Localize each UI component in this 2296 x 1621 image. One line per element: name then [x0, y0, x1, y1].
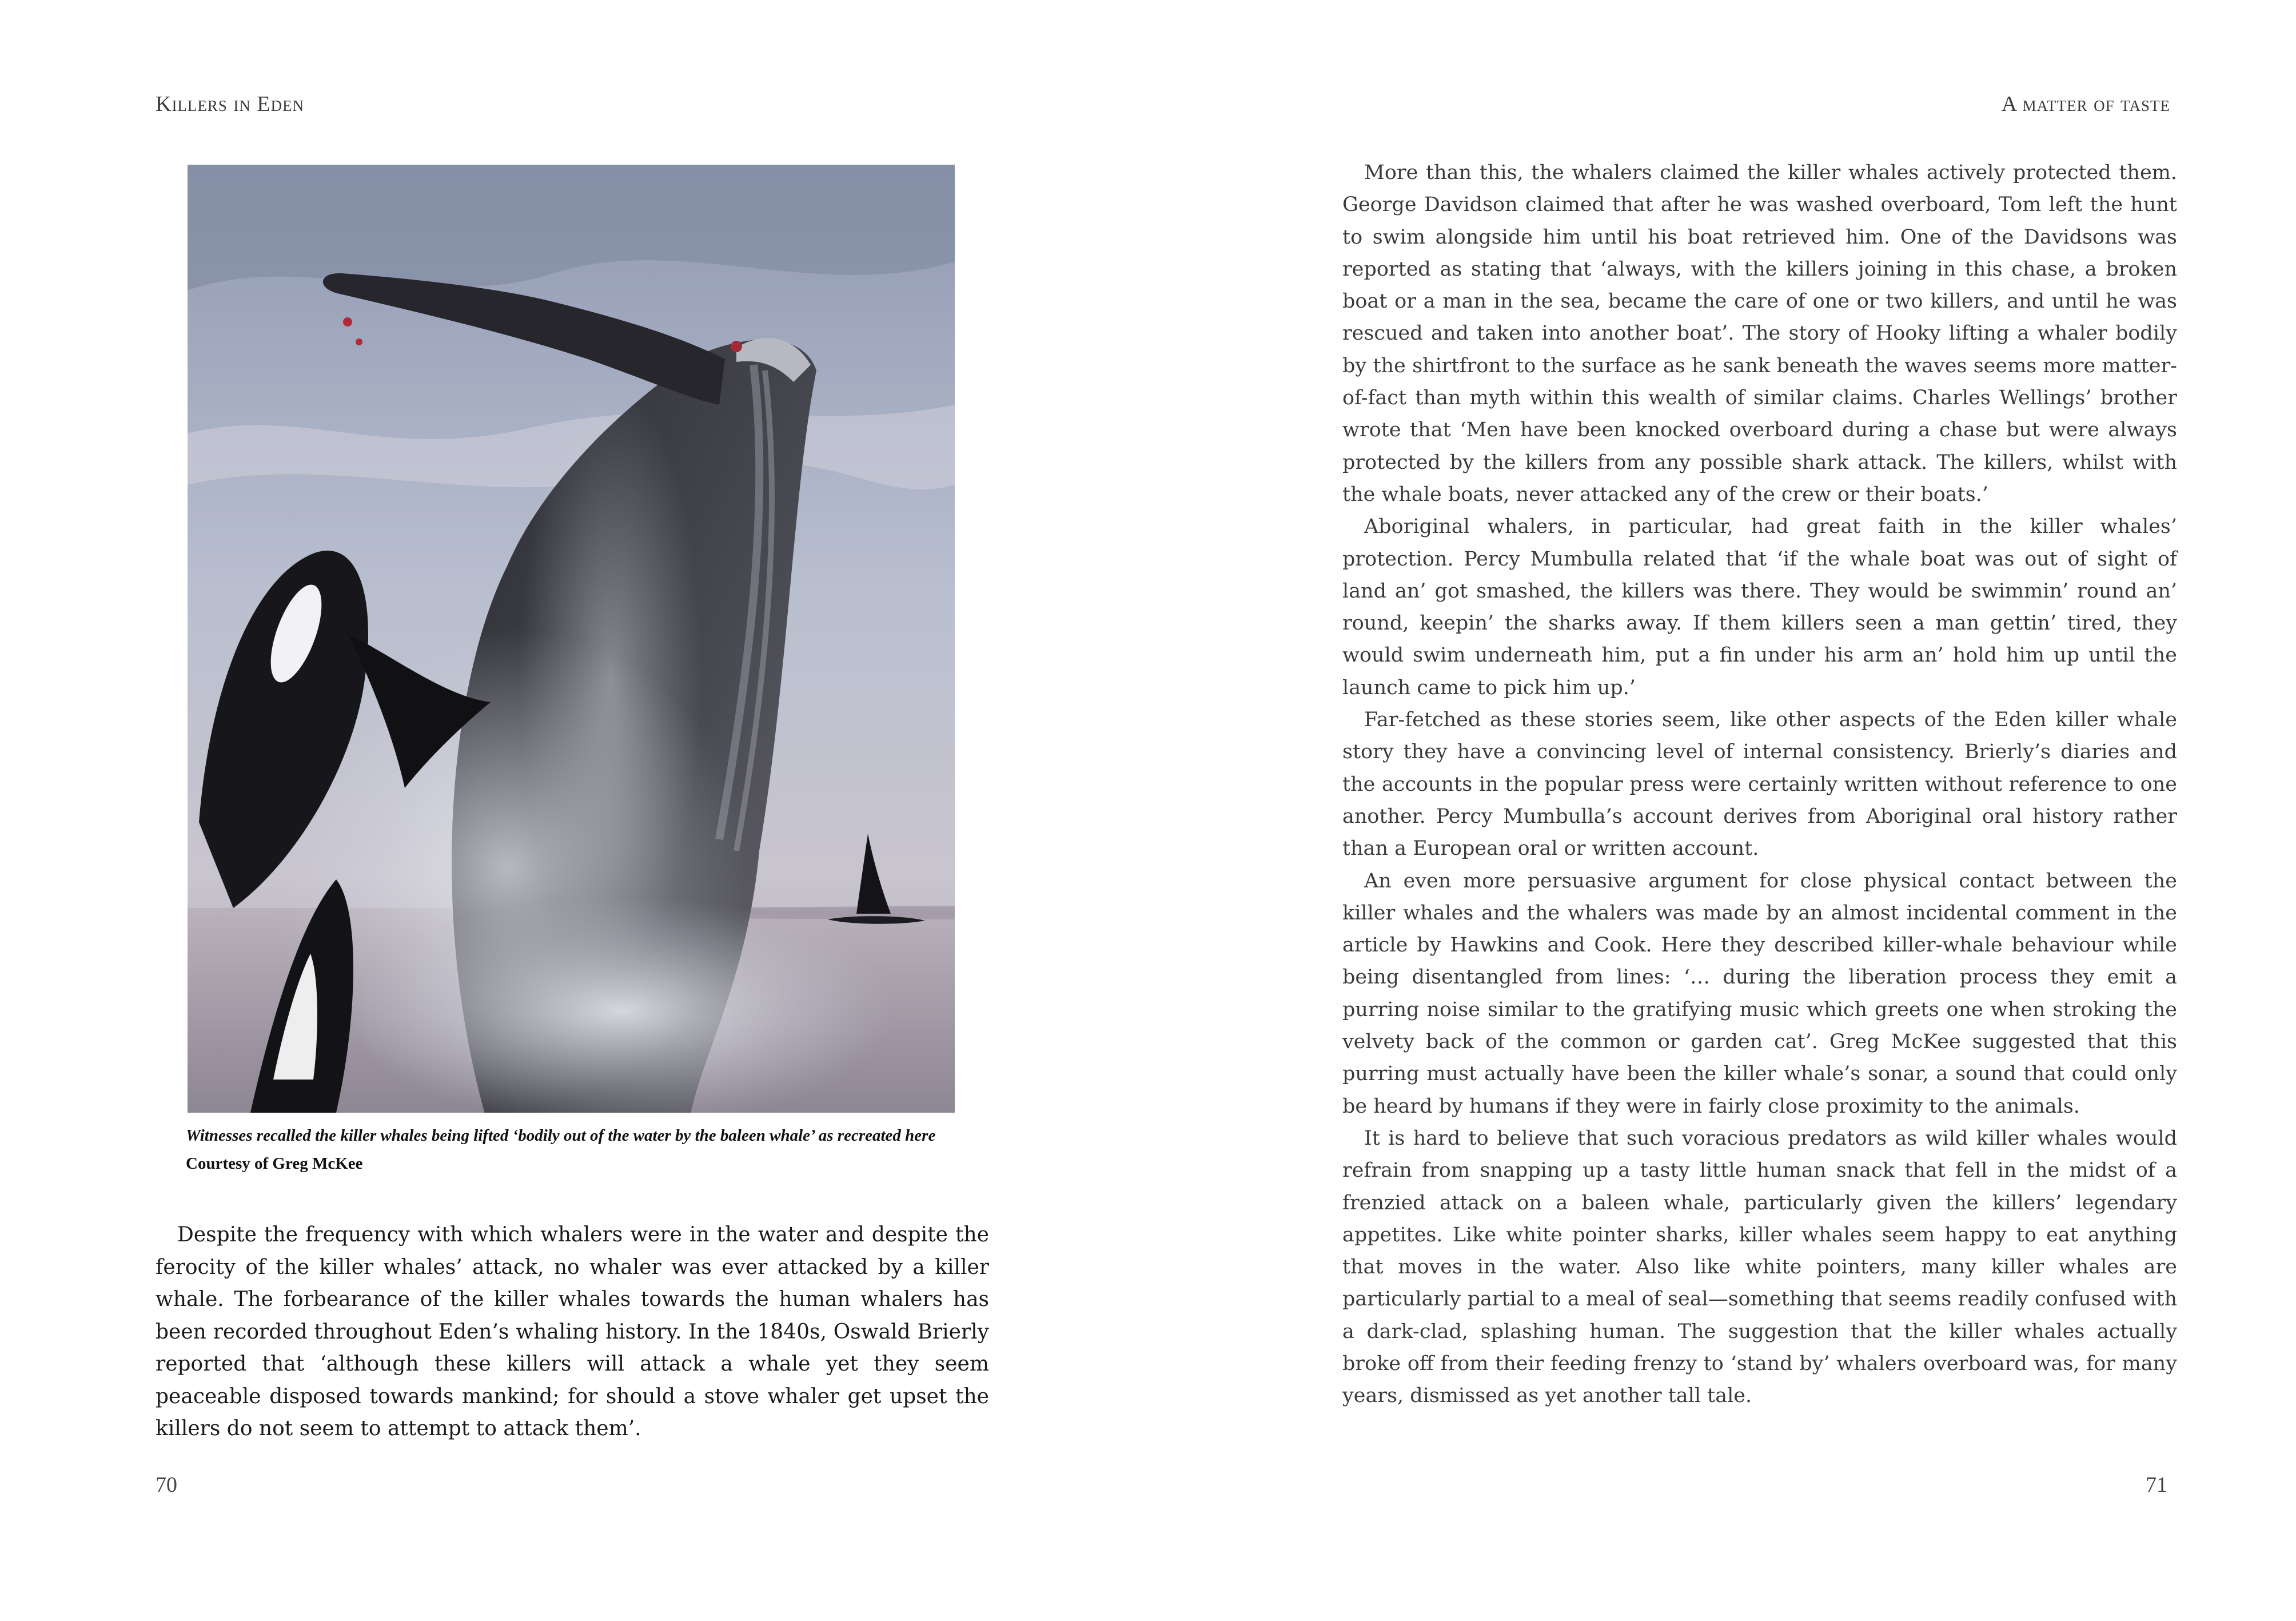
caption-credit: Courtesy of Greg McKee — [186, 1154, 363, 1173]
running-head-left: Killers in Eden — [156, 92, 305, 116]
paragraph: Aboriginal whalers, in particular, had great faith in the killer whales’ protection. Percy Mumbulla related that ‘if the whale boat was out of sight of land an’ got smashed, the killers was there. They would be swimmin’ round an’ round, keepin’ the sharks away. If them killers seen a man gettin’ tired, they would swim underneath him, put a fin under his arm an’ hold him up until the launch came to pick him up.’ — [1342, 515, 2177, 699]
running-head-right: A matter of taste — [2001, 92, 2170, 116]
paragraph: An even more persuasive argument for close physical contact between the killer whales and the whalers was made by an almost incidental comment in the article by Hawkins and Cook. Here they described killer-whale behaviour while being disentangled from lines: ‘… during the liberation process they emit a purring noise similar to the gratifying music which greets one when stroking the velvety back of the common or garden cat’. Greg McKee suggested that this purring must actually have been the killer whale’s sonar, a sound that could only be heard by humans if they were in fairly close proximity to the animals. — [1342, 869, 2177, 1118]
humpback-breach-photo-icon — [188, 165, 955, 1113]
page-number-right: 71 — [2146, 1473, 2167, 1497]
whale-photo — [188, 165, 955, 1113]
caption-text: Witnesses recalled the killer whales being lifted ‘bodily out of the water by the baleen whale’ as recreated here — [186, 1126, 936, 1145]
paragraph: It is hard to believe that such voracious predators as wild killer whales would refrain from snapping up a tasty little human snack that fell in the midst of a frenzied attack on a baleen whale, particularly given the killers’ legendary appetites. Like white pointer sharks, killer whales seem happy to eat anything that moves in the water. Also like white pointers, many killer whales are particularly partial to a meal of seal—something that seems readily confused with a dark-clad, splashing human. The suggestion that the killer whales actually broke off from their feeding frenzy to ‘stand by’ whalers overboard was, for many years, dismissed as yet another tall tale. — [1342, 1126, 2177, 1408]
left-body-text — [156, 1219, 989, 1445]
right-page — [1148, 0, 2296, 1621]
paragraph: Despite the frequency with which whalers were in the water and despite the ferocity of the killer whales’ attack, no whaler was ever attacked by a killer whale. The forbearance of the killer whales towards the human whalers has been recorded throughout Eden’s whaling history. In the 1840s, Oswald Brierly reported that ‘although these killers will attack a whale yet they seem peaceable disposed towards mankind; for should a stove whaler get upset the killers do not seem to attempt to attack them’. — [156, 1223, 989, 1440]
right-body-text — [1342, 157, 2177, 1412]
page-number-left: 70 — [156, 1473, 177, 1497]
paragraph: More than this, the whalers claimed the killer whales actively protected them. George Davidson claimed that after he was washed overboard, Tom left the hunt to swim alongside him until his boat retrieved him. One of the Davidsons was reported as stating that ‘always, with the killers joining in this chase, a broken boat or a man in the sea, became the care of one or two killers, and until he was rescued and taken into another boat’. The story of Hooky lifting a whaler bodily by the shirtfront to the surface as he sank beneath the waves seems more matter-of-fact than myth within this wealth of similar claims. Charles Wellings’ brother wrote that ‘Men have been knocked overboard during a chase but were always protected by the killers from any possible shark attack. The killers, whilst with the whale boats, never attacked any of the crew or their boats.’ — [1342, 161, 2177, 506]
photo-caption — [186, 1122, 975, 1178]
paragraph: Far-fetched as these stories seem, like other aspects of the Eden killer whale story they have a convincing level of internal consistency. Brierly’s diaries and the accounts in the popular press were certainly written without reference to one another. Percy Mumbulla’s account derives from Aboriginal oral history rather than a European oral or written account. — [1342, 708, 2177, 861]
